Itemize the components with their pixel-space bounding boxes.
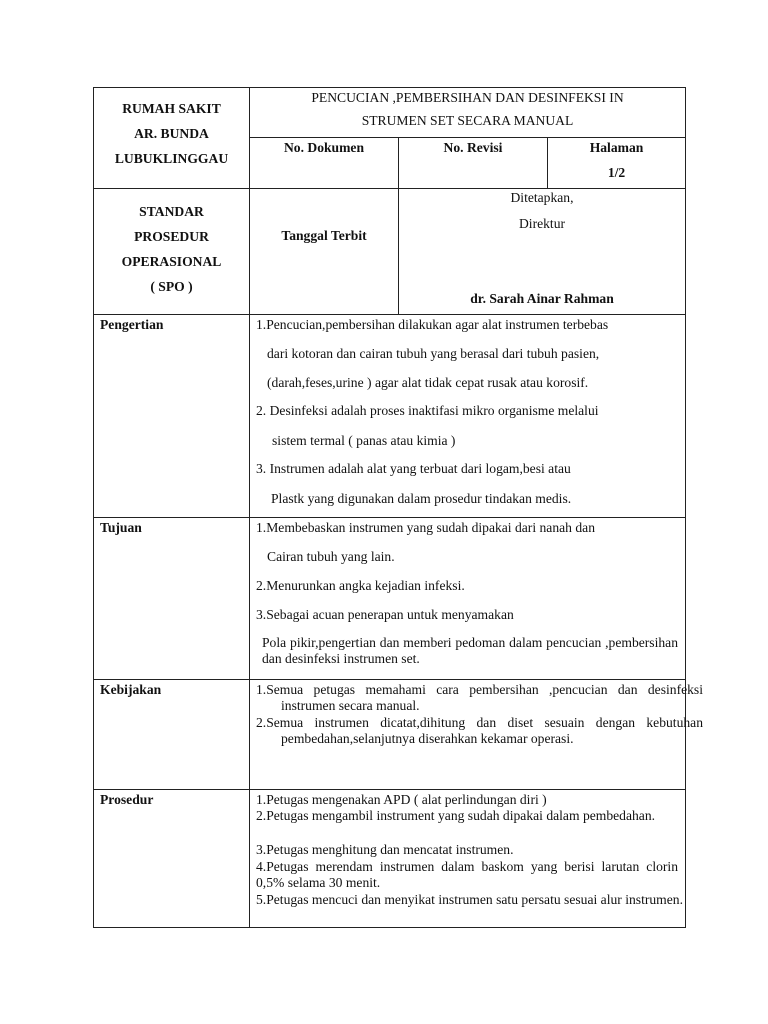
revision-label: No. Revisi: [443, 140, 503, 155]
spo-label-line-2: PROSEDUR: [134, 229, 209, 244]
spo-label-line-3: OPERASIONAL: [121, 254, 222, 269]
document-title-line-1: PENCUCIAN ,PEMBERSIHAN DAN DESINFEKSI IN: [311, 90, 624, 105]
hospital-name-line-2: AR. BUNDA: [134, 126, 209, 141]
prosedur-item-5: 5.Petugas mencuci dan menyikat instrumen satu persatu sesuai alur instrumen.: [256, 892, 683, 907]
table-border-bottom: [93, 927, 685, 928]
issue-date-label: Tanggal Terbit: [281, 228, 367, 243]
document-title-line-2: STRUMEN SET SECARA MANUAL: [361, 113, 574, 128]
section-label-prosedur: Prosedur: [100, 792, 154, 807]
page-value: 1/2: [607, 165, 626, 180]
table-border-top: [93, 87, 685, 88]
pengertian-line-1: 1.Pencucian,pembersihan dilakukan agar alat instrumen terbebas: [256, 317, 609, 332]
section-label-kebijakan: Kebijakan: [100, 682, 162, 697]
table-border-right: [685, 87, 686, 928]
spo-label-line-4: ( SPO ): [150, 279, 193, 294]
hospital-name-line-1: RUMAH SAKIT: [122, 101, 221, 116]
doc-number-label: No. Dokumen: [283, 140, 365, 155]
kebijakan-item-1: 1.Semua petugas memahami cara pembersihan ,pencucian dan desinfeksi instrumen secara manual.: [256, 682, 703, 713]
hospital-name-line-3: LUBUKLINGGAU: [114, 151, 229, 166]
tujuan-divider: [93, 679, 685, 680]
title-divider: [249, 137, 685, 138]
tujuan-line-2: Cairan tubuh yang lain.: [267, 549, 395, 564]
page-label: Halaman: [589, 140, 644, 155]
header-divider: [93, 188, 685, 189]
kebijakan-item-2: 2.Semua instrumen dicatat,dihitung dan diset sesuain dengan kebutuhan pembedahan,selanjutnya diserahkan kekamar operasi.: [256, 715, 703, 746]
prosedur-item-1: 1.Petugas mengenakan APD ( alat perlindungan diri ): [256, 792, 547, 807]
tujuan-line-4: 3.Sebagai acuan penerapan untuk menyamakan: [256, 607, 514, 622]
spo-divider: [93, 314, 685, 315]
pengertian-divider: [93, 517, 685, 518]
tujuan-line-1: 1.Membebaskan instrumen yang sudah dipakai dari nanah dan: [256, 520, 595, 535]
director-name: dr. Sarah Ainar Rahman: [470, 291, 614, 306]
approved-label: Ditetapkan,: [510, 190, 574, 205]
prosedur-item-3: 3.Petugas menghitung dan mencatat instrumen.: [256, 842, 514, 857]
spo-label-line-1: STANDAR: [139, 204, 204, 219]
kebijakan-divider: [93, 789, 685, 790]
section-label-pengertian: Pengertian: [100, 317, 164, 332]
pengertian-line-4: 2. Desinfeksi adalah proses inaktifasi mikro organisme melalui: [256, 403, 599, 418]
label-column-divider: [249, 87, 250, 928]
pengertian-line-6: 3. Instrumen adalah alat yang terbuat dari logam,besi atau: [256, 461, 571, 476]
section-label-tujuan: Tujuan: [100, 520, 142, 535]
prosedur-item-2: 2.Petugas mengambil instrument yang sudah dipakai dalam pembedahan.: [256, 808, 656, 823]
pengertian-line-3: (darah,feses,urine ) agar alat tidak cepat rusak atau korosif.: [267, 375, 589, 390]
prosedur-item-4: 4.Petugas merendam instrumen dalam baskom yang berisi larutan clorin 0,5% selama 30 menit.: [256, 859, 678, 890]
pengertian-line-2: dari kotoran dan cairan tubuh yang berasal dari tubuh pasien,: [267, 346, 600, 361]
pengertian-line-7: Plastk yang digunakan dalam prosedur tindakan medis.: [271, 491, 572, 506]
tujuan-line-5: Pola pikir,pengertian dan memberi pedoman dalam pencucian ,pembersihan dan desinfeksi instrumen set.: [262, 635, 678, 666]
director-label: Direktur: [518, 216, 566, 231]
pengertian-line-5: sistem termal ( panas atau kimia ): [272, 433, 456, 448]
tujuan-line-3: 2.Menurunkan angka kejadian infeksi.: [256, 578, 465, 593]
